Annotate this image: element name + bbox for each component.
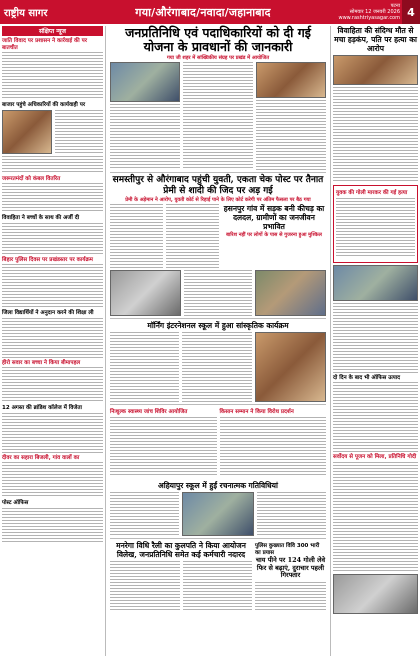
- school-activity-headline[interactable]: अहियापुर स्कूल में हुईं रचनात्मक गतिविधियां: [158, 481, 278, 490]
- article-body: [2, 462, 103, 498]
- middle-column: [110, 26, 326, 656]
- article-body: [2, 413, 103, 453]
- article-body: [2, 52, 103, 100]
- news-photo: [2, 110, 52, 154]
- bottom-right-headline[interactable]: चाय पीने पर 124 गोली लेवे फिर से बढ़ाएं, दुराचार पहली गिरफ्तार: [255, 556, 326, 579]
- news-photo: [110, 270, 181, 316]
- news-headline[interactable]: विवाहिता ने बच्चों के साथ की अर्जी दी: [2, 215, 80, 221]
- article-body: [2, 156, 103, 174]
- news-photo: [110, 62, 180, 102]
- news-headline[interactable]: 12 अगस्त की ब्रांडिश कॉलेज में विजेता: [2, 405, 82, 411]
- edition-region: गया/औरंगाबाद/नवादा/जहानाबाद: [135, 5, 271, 19]
- highlight-box: [333, 185, 418, 263]
- news-headline[interactable]: जाति विवाद पर प्रशासन ने कार्रवाई की पर बातचीत: [2, 38, 87, 51]
- article-body: [333, 462, 418, 572]
- bottom-headline[interactable]: मनरेगा विधि रैली का कुलपति ने किया आयोजन विलेख, जनप्रतिनिधि समेत कई कर्मचारी नदारद: [116, 541, 246, 559]
- article-with-photo: [2, 110, 103, 154]
- article-body: [110, 417, 217, 475]
- left-column: [2, 26, 106, 656]
- section-title: संक्षिप्त न्यूज: [2, 26, 103, 36]
- article-body: [2, 183, 103, 213]
- masthead: [0, 0, 420, 24]
- news-headline[interactable]: जिला विद्यार्थियों ने अनुदान करने की शिक्षा ली: [2, 310, 94, 316]
- village-headline[interactable]: हसनपुर गांव में सड़क बनी कीचड़ का दलदल, ग्रामीणों का जनजीवन प्रभावित: [223, 204, 325, 231]
- article-body: [166, 204, 219, 268]
- divider: [110, 404, 326, 405]
- school-headline[interactable]: मॉर्निंग इंटरनेशनल स्कूल में हुआ सांस्कृतिक कार्यक्रम: [147, 321, 289, 330]
- website[interactable]: www.rashtriyasagar.com: [338, 15, 400, 21]
- lead-headline[interactable]: जनप्रतिनिधि एवं पदाधिकारियों को दी गई योजना के प्रावधानों की जानकारी: [125, 25, 311, 54]
- article-body: [110, 204, 163, 268]
- news-headline[interactable]: जरूरतमंदों को कंबल वितरित: [2, 175, 61, 182]
- article-body: [2, 508, 103, 542]
- news-photo: [333, 574, 418, 614]
- school-story: [110, 332, 326, 402]
- article-body: [110, 104, 180, 170]
- masthead-meta: [336, 3, 402, 21]
- news-headline[interactable]: किसान सम्मान ने किया विरोध प्रदर्शन: [219, 409, 294, 415]
- story-deck: प्रेमी के अड़ेमान ने आरोप, युवती कोर्ट से रिहाई पाने के लिए कोर्ट करेगी पर अंतिम फैसला पर बैठ गया: [125, 197, 311, 203]
- news-headline[interactable]: बाजार पहुंचे अधिकारियों की कार्यवाही पर: [2, 102, 86, 108]
- story-continuation: [110, 270, 326, 316]
- article-body: [55, 110, 103, 154]
- news-photo: [182, 492, 253, 536]
- news-headline[interactable]: बिहार पुलिस दिवस पर प्रखंडस्तर पर कार्यक्रम: [2, 256, 93, 263]
- article-body: [333, 382, 418, 452]
- small-stories: [110, 407, 326, 479]
- news-headline[interactable]: पुलिस कुख्यात विवि 300 भारी का प्रयास: [255, 543, 320, 556]
- bottom-story: [110, 561, 252, 611]
- news-headline[interactable]: दो दिन के बाद भी ऑफिस उत्पाद: [333, 374, 401, 381]
- article-body: [220, 417, 327, 475]
- lead-story: [110, 62, 326, 170]
- article-body: [336, 198, 415, 258]
- article-body: [110, 561, 180, 611]
- article-body: [333, 303, 418, 373]
- article-body: [110, 492, 179, 536]
- news-photo: [256, 62, 326, 98]
- news-headline[interactable]: दीवर का सहारा बिजली, गांव वालों का: [2, 454, 80, 461]
- news-photo: [333, 55, 418, 85]
- lead-deck: गया जी शहर में सांख्यिकीय संग्रह पर प्रखंड में आयोजित: [166, 55, 270, 61]
- right-column: [330, 26, 418, 656]
- news-photo: [333, 265, 418, 301]
- news-headline[interactable]: सर्वोदय से पूजन को मिला, प्रतिनिधि गोदी: [333, 454, 417, 460]
- article-body: [255, 582, 326, 612]
- article-body: [2, 264, 103, 308]
- bottom-stories: [110, 541, 326, 612]
- page-number: 4: [402, 0, 420, 24]
- story-body: [110, 204, 326, 268]
- village-deck: बारिश नहीं पर लोगों के पास से गुजरना हुआ मुश्किल: [226, 232, 322, 238]
- newspaper-brand: राष्ट्रीय सागर: [4, 8, 48, 19]
- article-body: [184, 270, 253, 316]
- article-body: [256, 100, 326, 170]
- divider: [110, 172, 326, 173]
- divider: [110, 538, 326, 539]
- news-headline[interactable]: निःशुल्क स्वास्थ्य जांच शिविर आयोजित: [110, 409, 188, 415]
- news-headline[interactable]: हीरो सवार का बच्चा ने किया बीमापहल: [2, 359, 81, 366]
- article-body: [2, 223, 103, 255]
- divider: [110, 318, 326, 319]
- article-body: [182, 332, 251, 402]
- news-headline[interactable]: पोस्ट ऑफिस: [2, 500, 29, 506]
- date-line: पटना: [390, 3, 400, 9]
- article-body: [333, 87, 418, 183]
- article-body: [110, 332, 179, 402]
- right-lead-headline[interactable]: विवाहिता की संदिग्ध मौत से मचा हड़कंप, पति पर हत्या का आरोप: [334, 26, 417, 53]
- article-body: [183, 62, 253, 170]
- article-body: [257, 492, 326, 536]
- issue-date: सोमवार 12 जनवरी 2026: [349, 9, 400, 15]
- article-body: [2, 318, 103, 358]
- story-headline[interactable]: समस्तीपुर से औरंगाबाद पहुंची युवती, एकता चेक पोस्ट पर तैनात प्रेमी से शादी की जिद पर अड़ गई: [112, 175, 324, 196]
- news-photo: [255, 270, 326, 316]
- news-photo: [255, 332, 326, 402]
- news-headline[interactable]: युवक की गोली मारकर की गई हत्या: [336, 190, 408, 196]
- article-body: [2, 367, 103, 403]
- school-activity-story: [110, 492, 326, 536]
- article-body: [183, 561, 253, 611]
